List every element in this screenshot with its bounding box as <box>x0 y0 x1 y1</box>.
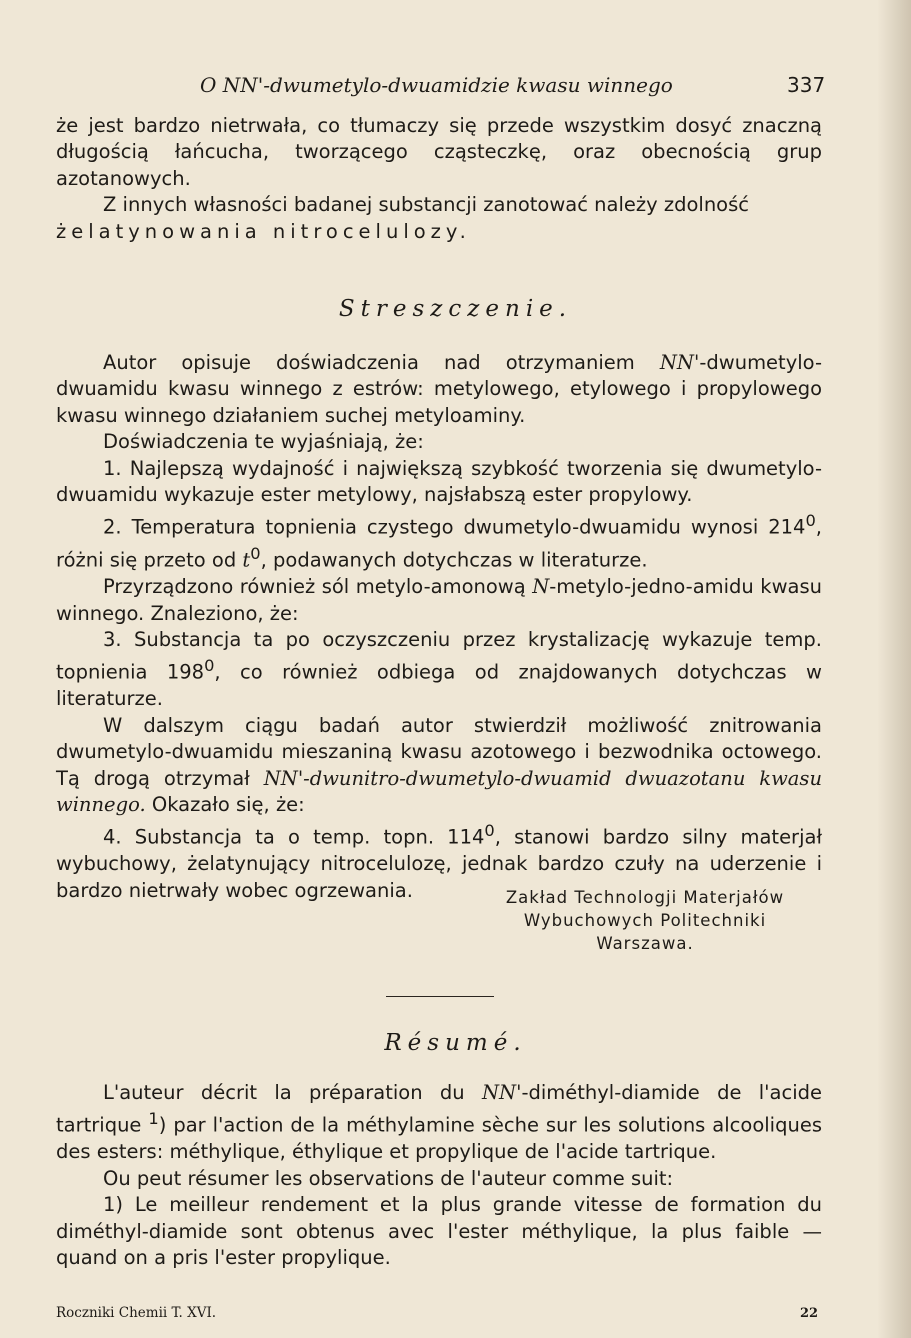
intro-paragraph-2-text: Z innych własności badanej substancji zanotować należy zdolność <box>103 193 749 217</box>
resume-heading: Résumé. <box>384 1030 527 1056</box>
affiliation <box>430 886 860 955</box>
section-divider <box>386 996 494 997</box>
affiliation-line: Warszawa. <box>596 934 694 953</box>
degree-sup: 0 <box>484 821 495 841</box>
finding-1: 1. Najlepszą wydajność i największą szybkość tworzenia się dwumetylo-dwuamidu wykazuje ester metylowy, najsłabszą ester propylowy. <box>56 456 822 507</box>
resume-paragraph-1 <box>56 1080 822 1166</box>
p5-text-b: -metylo-jedno-amidu kwasu winnego. Znaleziono, że: <box>56 575 822 625</box>
intro-paragraph-1: że jest bardzo nietrwała, co tłumaczy się przede wszystkim dosyć znaczną długością łańcucha, tworzącego cząsteczkę, oraz obecnością grup azotanowych. <box>56 114 822 190</box>
p7-text-b: Okazało się, że: <box>145 793 305 816</box>
finding-2-text-b: , różni się przeto od <box>56 515 822 572</box>
footnote-marker: 1 <box>148 1109 159 1129</box>
finding-3 <box>56 627 822 713</box>
streszczenie-section <box>56 350 822 904</box>
intro-paragraph-2 <box>56 192 822 245</box>
finding-4-text-b: , stanowi bardzo silny materjał wybuchowy, żelatynujący nitrocelulozę, jednak bardzo czuły na uderzenie i bardzo nietrwały wobec ogrzewania. <box>56 825 822 902</box>
resume-paragraph-3: 1) Le meilleur rendement et la plus grande vitesse de formation du diméthyl-diamide sont obtenus avec l'ester méthylique, la plus faible — quand on a pris l'ester propylique. <box>56 1193 822 1269</box>
running-title: O NN'-dwumetylo-dwuamidzie kwasu winnego <box>200 73 673 97</box>
degree-sup: 0 <box>250 544 261 564</box>
printer-signature: 22 <box>800 1306 819 1321</box>
streszczenie-paragraph-2: Doświadczenia te wyjaśniają, że: <box>103 430 424 454</box>
p1-italic: NN' <box>659 351 700 374</box>
page-edge-shadow <box>877 0 911 1338</box>
streszczenie-heading: Streszczenie. <box>338 296 573 322</box>
resume-paragraph-2: Ou peut résumer les observations de l'auteur comme suit: <box>103 1166 674 1190</box>
p1-text-b: -dwumetylo-dwuamidu kwasu winnego z estrów: metylowego, etylowego i propylowego kwasu winnego działaniem suchej metyloaminy. <box>56 351 822 427</box>
p5-italic: N <box>532 575 550 599</box>
page-number: 337 <box>787 73 826 97</box>
p7-italic: NN'-dwunitro-dwumetylo-dwuamid dwuazotanu kwasu winnego. <box>56 766 822 816</box>
streszczenie-paragraph-5 <box>56 574 822 627</box>
resume-section <box>56 1080 822 1271</box>
intro-section <box>56 113 822 245</box>
p7-text-a: W dalszym ciągu badań autor stwierdził możliwość znitrowania dwumetylo-dwuamidu mieszaniną kwasu azotowego i bezwodnika octowego. Tą drogą otrzymał <box>56 713 822 790</box>
intro-spaced-text: żelatynowania nitrocelulozy. <box>56 219 471 243</box>
degree-sup: 0 <box>204 656 215 676</box>
p5-text-a: Przyrządzono również sól metylo-amonową <box>103 575 533 599</box>
degree-sup: 0 <box>805 511 816 531</box>
finding-3-text-b: , co również odbiega od znajdowanych dotychczas w literaturze. <box>56 660 822 711</box>
streszczenie-paragraph-7 <box>56 713 822 819</box>
affiliation-line: Wybuchowych Politechniki <box>523 911 767 930</box>
resume-p1-italic: NN' <box>481 1081 522 1104</box>
finding-2-text-a: 2. Temperatura topnienia czystego dwumetylo-dwuamidu wynosi 214 <box>103 515 806 539</box>
streszczenie-paragraph-1 <box>56 350 822 429</box>
page-header <box>0 73 911 103</box>
resume-p1-text-b: -diméthyl-diamide de l'acide tartrique <box>56 1081 823 1137</box>
p1-text-a: Autor opisuje doświadczenia nad otrzymaniem <box>103 351 660 374</box>
finding-2 <box>56 508 822 574</box>
resume-p1-text-c: ) par l'action de la méthylamine sèche sur les solutions alcooliques des esters: méthylique, éthylique et propylique de l'acide tartrique. <box>56 1113 822 1164</box>
finding-4-text-a: 4. Substancja ta o temp. topn. 114 <box>103 825 485 849</box>
finding-3-text-a: 3. Substancja ta po oczyszczeniu przez krystalizację wykazuje temp. topnienia 198 <box>56 628 822 684</box>
finding-2-text-c: , podawanych dotychczas w literaturze. <box>260 548 648 572</box>
finding-2-italic: t <box>242 548 251 572</box>
resume-p1-text-a: L'auteur décrit la préparation du <box>103 1081 482 1104</box>
journal-footer: Roczniki Chemii T. XVI. <box>56 1305 217 1321</box>
affiliation-line: Zakład Technologji Materjałów <box>505 888 785 907</box>
